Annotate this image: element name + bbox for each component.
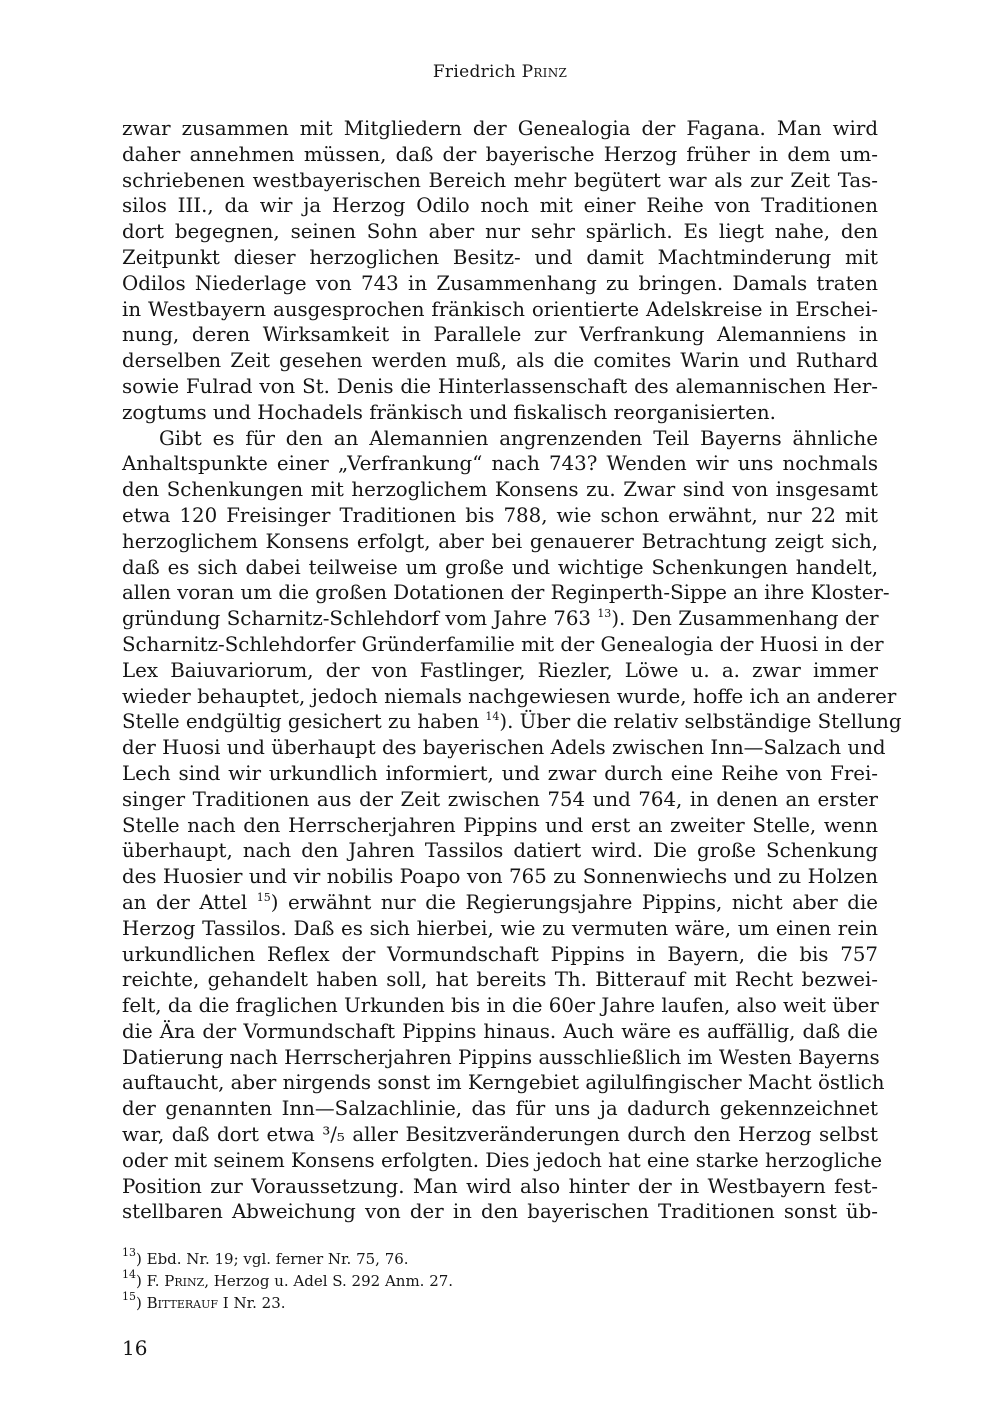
footnote-ref: 13 [597,607,612,621]
footnote-number: 14 [122,1268,136,1281]
text-line: nung, deren Wirksamkeit in Parallele zur Verfrankung Alemanniens in [122,323,878,347]
text-line: Stelle nach den Herrscherjahren Pippins und erst an zweiter Stelle, wenn [122,813,878,837]
text-line: Scharnitz-Schlehdorfer Gründerfamilie mit der Genealogia der Huosi in der [122,632,884,656]
text-line: überhaupt, nach den Jahren Tassilos datiert wird. Die große Schenkung [122,839,878,863]
footnote [122,1248,878,1270]
text-line: Datierung nach Herrscherjahren Pippins ausschließlich im Westen Bayerns [122,1045,880,1069]
author-first-name: Friedrich [432,62,516,82]
text-line: des Huosier und vir nobilis Poapo von 765 zu Sonnenwiechs und zu Holzen [122,865,878,889]
text-segment: an der Attel [122,890,248,914]
text-segment: ) erwähnt nur die Regierungsjahre Pippins, nicht aber die [270,890,878,914]
footnote-author: Prinz [164,1272,205,1290]
text-line: reichte, gehandelt haben soll, hat bereits Th. Bitterauf mit Recht bezwei- [122,968,878,992]
text-segment: Stelle endgültig gesichert zu haben [122,710,480,734]
paragraph-start-line: Gibt es für den an Alemannien angrenzenden Teil Bayerns ähnliche [159,426,878,450]
author-last-name: Prinz [521,62,568,82]
footnote-ref: 14 [485,710,500,724]
text-line [122,606,878,632]
text-line [122,1122,878,1148]
running-head [0,62,1000,82]
text-line: allen voran um die großen Dotationen der Reginperth-Sippe an ihre Kloster- [122,581,890,605]
text-line: dort begegnen, seinen Sohn aber nur sehr spärlich. Es liegt nahe, den [122,220,878,244]
footnote-text: ) F. [136,1272,165,1290]
text-line: daß es sich dabei teilweise um große und wichtige Schenkungen handelt, [122,555,878,579]
footnote-ref: 15 [256,890,271,904]
body-text [122,116,902,1225]
text-line: derselben Zeit gesehen werden muß, als die comites Warin und Ruthard [122,349,878,373]
text-segment: gründung Scharnitz-Schlehdorf vom Jahre 763 [122,607,592,631]
footnote-text: ) [136,1294,147,1312]
text-line: daher annehmen müssen, daß der bayerische Herzog früher in dem um- [122,142,878,166]
text-line: schriebenen westbayerischen Bereich mehr begütert war als zur Zeit Tas- [122,168,878,192]
text-segment: war, daß dort etwa [122,1123,315,1147]
text-line: Anhaltspunkte einer „Verfrankung“ nach 743? Wenden wir uns nochmals [122,452,878,476]
footnote-author: Bitterauf [146,1294,219,1312]
text-line: den Schenkungen mit herzoglichem Konsens zu. Zwar sind von insgesamt [122,478,878,502]
text-line: auftaucht, aber nirgends sonst im Kerngebiet agilulfingischer Macht östlich [122,1071,885,1095]
text-line: Lex Baiuvariorum, der von Fastlinger, Riezler, Löwe u. a. zwar immer [122,658,878,682]
footnote-number: 13 [122,1246,136,1259]
text-line: die Ära der Vormundschaft Pippins hinaus. Auch wäre es auffällig, daß die [122,1019,878,1043]
footnote [122,1270,878,1292]
text-segment: aller Besitzveränderungen durch den Herzog selbst [352,1123,878,1147]
text-line: oder mit seinem Konsens erfolgten. Dies jedoch hat eine starke herzogliche [122,1148,883,1172]
text-line [122,890,878,916]
page-number: 16 [122,1336,148,1360]
text-line: Herzog Tassilos. Daß es sich hierbei, wie zu vermuten wäre, um einen rein [122,916,878,940]
text-line [122,709,902,735]
footnote [122,1292,878,1314]
text-line: stellbaren Abweichung von der in den bayerischen Traditionen sonst üb- [122,1200,878,1224]
text-line: felt, da die fraglichen Urkunden bis in die 60er Jahre laufen, also weit über [122,994,879,1018]
text-line: herzoglichem Konsens erfolgt, aber bei genauerer Betrachtung zeigt sich, [122,529,878,553]
text-line: Zeitpunkt dieser herzoglichen Besitz- und damit Machtminderung mit [122,245,878,269]
text-segment: ). Den Zusammenhang der [611,607,879,631]
footnote-text: , Herzog u. Adel S. 292 Anm. 27. [204,1272,454,1290]
footnotes [122,1248,878,1314]
text-segment: ). Über die relativ selbständige Stellung [499,710,902,734]
text-line: wieder behauptet, jedoch niemals nachgewiesen wurde, hoffe ich an anderer [122,684,897,708]
text-line: Odilos Niederlage von 743 in Zusammenhang zu bringen. Damals traten [122,271,878,295]
text-line: urkundlichen Reflex der Vormundschaft Pippins in Bayern, die bis 757 [122,942,878,966]
text-line: sowie Fulrad von St. Denis die Hinterlassenschaft des alemannischen Her- [122,374,878,398]
text-line: der genannten Inn—Salzachlinie, das für uns ja dadurch gekennzeichnet [122,1097,878,1121]
footnote-text: ) Ebd. Nr. 19; vgl. ferner Nr. 75, 76. [136,1250,409,1268]
text-line: Lech sind wir urkundlich informiert, und zwar durch eine Reihe von Frei- [122,761,878,785]
fraction: ³/₅ [322,1123,345,1147]
footnote-text: I Nr. 23. [218,1294,286,1312]
text-line: in Westbayern ausgesprochen fränkisch orientierte Adelskreise in Erschei- [122,297,878,321]
text-line: Position zur Voraussetzung. Man wird also hinter der in Westbayern fest- [122,1174,878,1198]
text-line: der Huosi und überhaupt des bayerischen Adels zwischen Inn—Salzach und [122,736,886,760]
text-line: silos III., da wir ja Herzog Odilo noch mit einer Reihe von Traditionen [122,194,878,218]
text-line: etwa 120 Freisinger Traditionen bis 788, wie schon erwähnt, nur 22 mit [122,503,878,527]
footnote-number: 15 [122,1290,136,1303]
text-line: zogtums und Hochadels fränkisch und fiskalisch reorganisierten. [122,400,776,424]
text-line: singer Traditionen aus der Zeit zwischen 754 und 764, in denen an erster [122,787,878,811]
text-line: zwar zusammen mit Mitgliedern der Genealogia der Fagana. Man wird [122,117,878,140]
